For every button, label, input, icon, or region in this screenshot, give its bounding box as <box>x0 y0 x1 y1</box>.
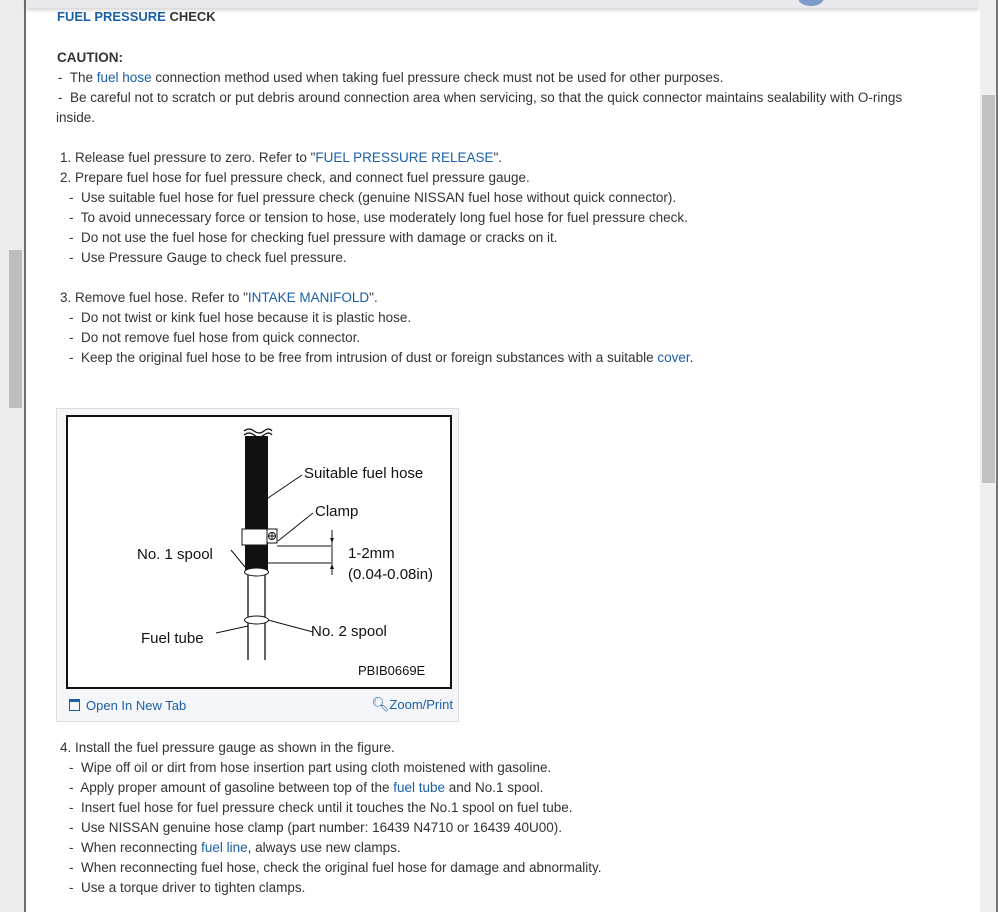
section-title <box>57 9 216 24</box>
text-line <box>56 108 956 128</box>
text-line <box>56 88 956 108</box>
text-line <box>56 288 956 308</box>
text-line <box>56 778 956 798</box>
text-segment: 2. Prepare fuel hose for fuel pressure check, and connect fuel pressure gauge. <box>60 170 530 185</box>
text-segment: - Do not remove fuel hose from quick connector. <box>69 330 361 345</box>
label-suitable-fuel-hose: Suitable fuel hose <box>304 465 424 482</box>
text-line <box>56 248 956 268</box>
open-label: Open In New Tab <box>86 698 187 713</box>
text-segment: - To avoid unnecessary force or tension to hose, use moderately long fuel hose for fuel pressure check. <box>69 210 688 225</box>
text-block <box>56 738 956 898</box>
text-segment: - Apply proper amount of gasoline between top of the <box>69 780 394 795</box>
fuel-pressure-link[interactable]: FUEL PRESSURE <box>57 9 166 24</box>
text-segment: - Keep the original fuel hose to be free from intrusion of dust or foreign substances with a suitable <box>69 350 658 365</box>
text-line <box>56 308 956 328</box>
text-line <box>56 228 956 248</box>
text-line <box>56 148 956 168</box>
label-no2-spool: No. 2 spool <box>311 623 387 640</box>
label-dim-in: (0.04-0.08in) <box>348 566 434 583</box>
text-segment: inside. <box>56 110 96 125</box>
title-rest: CHECK <box>165 9 216 24</box>
text-block <box>56 288 956 368</box>
text-segment: - When reconnecting fuel hose, check the original fuel hose for damage and abnormality. <box>69 860 602 875</box>
text-segment: - Use suitable fuel hose for fuel pressure check (genuine NISSAN fuel hose without quick connector). <box>69 190 677 205</box>
right-scrollbar-track[interactable] <box>980 0 998 912</box>
open-new-tab-icon <box>69 699 80 711</box>
caution-label: CAUTION: <box>57 50 123 65</box>
inline-link[interactable]: cover <box>657 350 690 365</box>
figure-footer <box>57 693 458 721</box>
text-line <box>56 168 956 188</box>
label-fuel-tube: Fuel tube <box>141 630 204 647</box>
text-line <box>56 188 956 208</box>
text-segment: , always use new clamps. <box>247 840 401 855</box>
text-segment: 1. Release fuel pressure to zero. Refer to " <box>60 150 316 165</box>
text-line <box>56 328 956 348</box>
left-scrollbar-thumb[interactable] <box>9 250 22 408</box>
toolbar-button[interactable] <box>798 0 824 6</box>
text-line <box>56 798 956 818</box>
label-no1-spool: No. 1 spool <box>137 546 213 563</box>
text-line <box>56 208 956 228</box>
text-segment: - The <box>58 70 97 85</box>
text-segment: - Do not use the fuel hose for checking fuel pressure with damage or cracks on it. <box>69 230 558 245</box>
text-segment: - Insert fuel hose for fuel pressure check until it touches the No.1 spool on fuel tube. <box>69 800 573 815</box>
text-block <box>56 148 956 268</box>
top-toolbar <box>26 0 979 8</box>
text-line <box>56 348 956 368</box>
text-segment: and No.1 spool. <box>445 780 544 795</box>
figure-panel <box>56 408 459 722</box>
text-line <box>56 858 956 878</box>
left-panel-scrollbar-track <box>0 0 26 912</box>
text-line <box>56 738 956 758</box>
text-segment: - Use Pressure Gauge to check fuel pressure. <box>69 250 347 265</box>
text-segment: 4. Install the fuel pressure gauge as shown in the figure. <box>60 740 395 755</box>
right-scrollbar-thumb[interactable] <box>982 95 995 483</box>
inline-link[interactable]: INTAKE MANIFOLD <box>247 290 370 305</box>
text-segment: - Be careful not to scratch or put debris around connection area when servicing, so that the quick connector maintains sealability with O-rings <box>58 90 903 105</box>
text-block <box>56 68 956 128</box>
text-segment: - Wipe off oil or dirt from hose insertion part using cloth moistened with gasoline. <box>69 760 552 775</box>
text-segment: ". <box>493 150 503 165</box>
figure-code: PBIB0669E <box>358 663 426 678</box>
zoom-label: Zoom/Print <box>389 697 453 712</box>
text-segment: - Do not twist or kink fuel hose because it is plastic hose. <box>69 310 412 325</box>
text-line <box>56 838 956 858</box>
text-segment: 3. Remove fuel hose. Refer to " <box>60 290 248 305</box>
inline-link[interactable]: fuel hose <box>96 70 152 85</box>
text-segment: - Use a torque driver to tighten clamps. <box>69 880 306 895</box>
text-segment: - Use NISSAN genuine hose clamp (part number: 16439 N4710 or 16439 40U00). <box>69 820 563 835</box>
text-line <box>56 878 956 898</box>
inline-link[interactable]: fuel tube <box>393 780 446 795</box>
text-line <box>56 758 956 778</box>
text-segment: - When reconnecting <box>69 840 202 855</box>
open-in-new-tab-link[interactable] <box>69 698 186 713</box>
text-segment: . <box>689 350 694 365</box>
label-dim-mm: 1-2mm <box>348 545 395 562</box>
inline-link[interactable]: fuel line <box>201 840 248 855</box>
zoom-print-link[interactable] <box>372 696 453 713</box>
text-segment: ". <box>369 290 378 305</box>
fuel-hose-diagram[interactable] <box>66 415 452 689</box>
text-line <box>56 68 956 88</box>
zoom-icon: 🔍︎ <box>371 696 390 712</box>
text-line <box>56 818 956 838</box>
label-clamp: Clamp <box>315 503 359 520</box>
inline-link[interactable]: FUEL PRESSURE RELEASE <box>315 150 494 165</box>
text-segment: connection method used when taking fuel pressure check must not be used for other purposes. <box>151 70 724 85</box>
